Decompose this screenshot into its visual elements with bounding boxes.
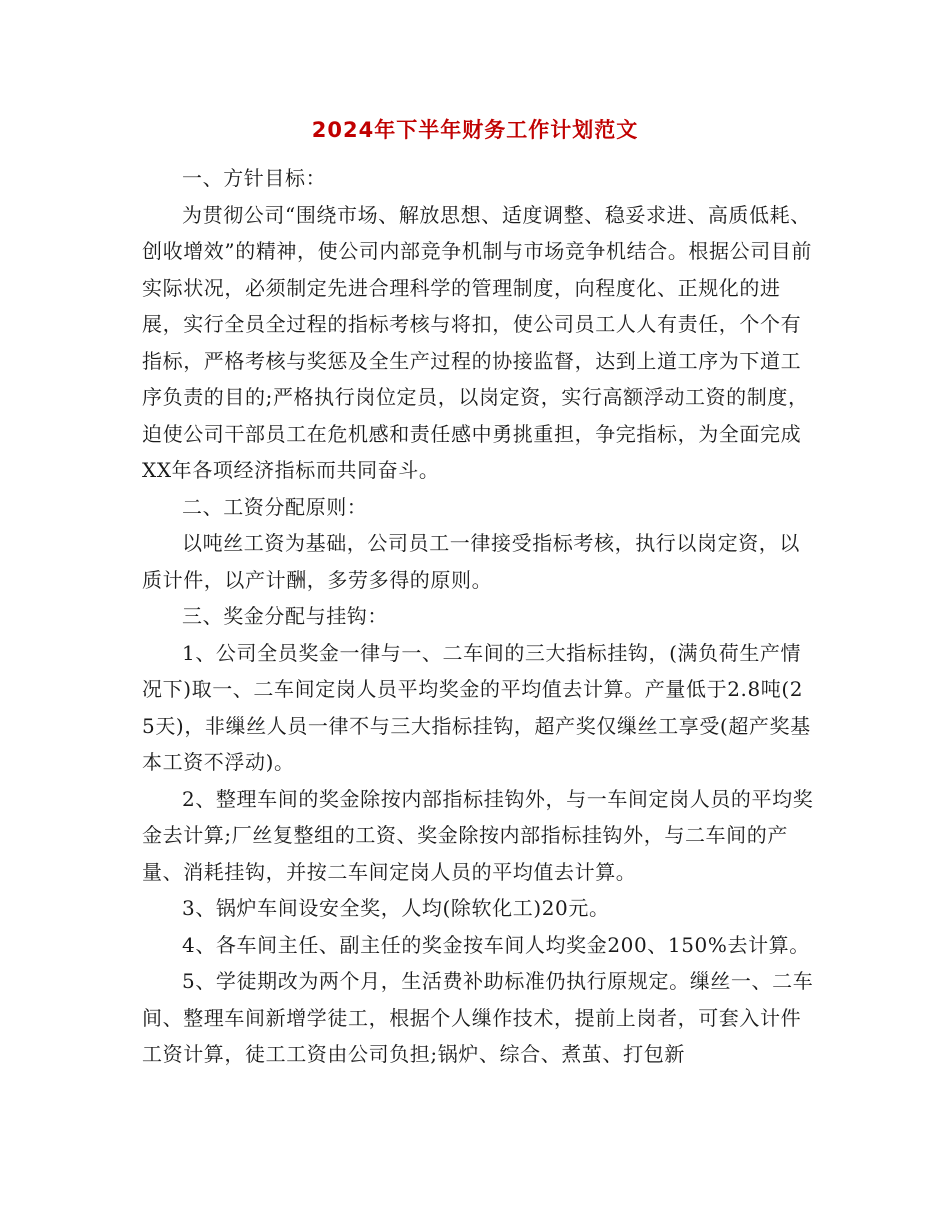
document-body xyxy=(142,160,814,1073)
section-heading-wage-principle: 二、工资分配原则： xyxy=(182,494,368,519)
section-heading-guideline: 一、方针目标： xyxy=(182,166,327,190)
paragraph-bonus-item-2: 2、整理车间的奖金除按内部指标挂钩外，与一车间定岗人员的平均奖金去计算;厂丝复整组的工资、奖金除按内部指标挂钩外，与二车间的产量、消耗挂钩，并按二车间定岗人员的平均值去计算。 xyxy=(142,786,814,884)
paragraph-guideline: 为贯彻公司“围绕市场、解放思想、适度调整、稳妥求进、高质低耗、创收增效”的精神，使公司内部竞争机制与市场竞争机结合。根据公司目前实际状况，必须制定先进合理科学的管理制度，向程度化、正规化的进展，实行全员全过程的指标考核与将扣，使公司员工人人有责任，个个有指标，严格考核与奖惩及全生产过程的协接监督，达到上道工序为下道工序负责的目的;严格执行岗位定员，以岗定资，实行高额浮动工资的制度，迫使公司干部员工在危机感和责任感中勇挑重担，争完指标，为全面完成XX年各项经济指标而共同奋斗。 xyxy=(142,202,813,482)
document-title: 2024年下半年财务工作计划范文 xyxy=(311,118,639,142)
paragraph-wage-principle: 以吨丝工资为基础，公司员工一律接受指标考核，执行以岗定资，以质计件，以产计酬，多劳多得的原则。 xyxy=(142,531,800,592)
paragraph-bonus-item-4: 4、各车间主任、副主任的奖金按车间人均奖金200、150%去计算。 xyxy=(182,932,810,957)
paragraph-bonus-item-5: 5、学徒期改为两个月，生活费补助标准仍执行原规定。缫丝一、二车间、整理车间新增学徒工，根据个人缫作技术，提前上岗者，可套入计件工资计算，徒工工资由公司负担;锅炉、综合、煮茧、打包新 xyxy=(142,969,814,1066)
paragraph-bonus-item-3: 3、锅炉车间设安全奖，人均(除软化工)20元。 xyxy=(182,896,610,920)
paragraph-bonus-item-1: 1、公司全员奖金一律与一、二车间的三大指标挂钩，(满负荷生产情况下)取一、二车间定岗人员平均奖金的平均值去计算。产量低于2.8吨(25天)，非缫丝人员一律不与三大指标挂钩，超产奖仅缫丝工享受(超产奖基本工资不浮动)。 xyxy=(142,640,811,774)
section-heading-bonus: 三、奖金分配与挂钩： xyxy=(182,604,388,628)
